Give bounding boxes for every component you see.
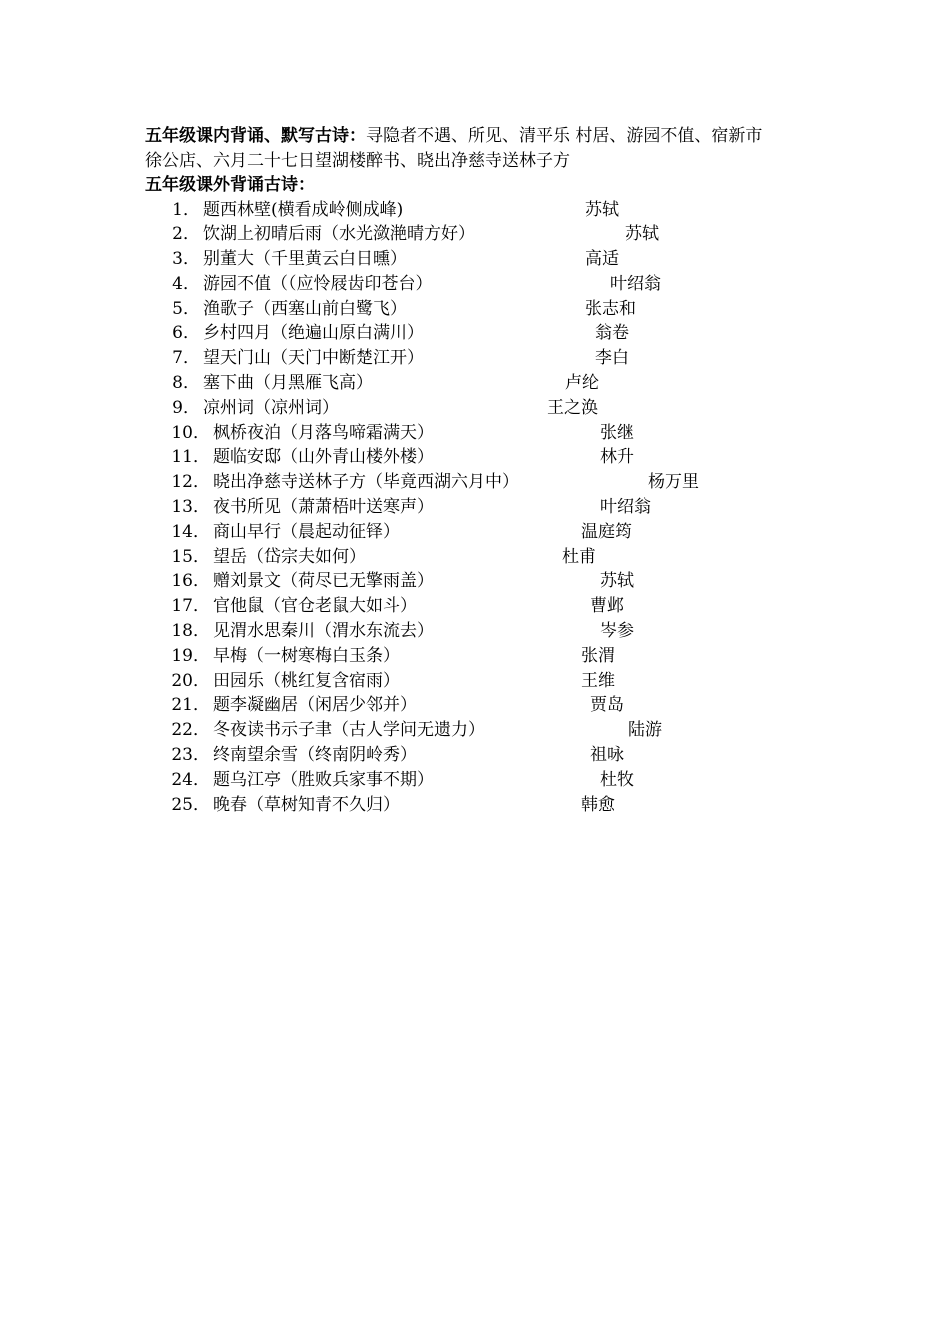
poem-row [145, 297, 825, 322]
poem-row [145, 743, 825, 768]
document-content [145, 124, 825, 817]
intro-heading: 五年级课内背诵、默写古诗 [145, 126, 349, 146]
poem-author: 王之涣 [547, 397, 598, 418]
poem-number: 25． [171, 794, 210, 815]
poem-row [145, 520, 825, 545]
poem-title: 夜书所见（萧萧梧叶送寒声） [213, 497, 434, 518]
poem-row [145, 272, 825, 297]
poem-author: 苏轼 [585, 199, 619, 220]
poem-row [145, 346, 825, 371]
poem-row [145, 396, 825, 421]
poem-number: 3． [172, 249, 200, 270]
poem-number: 19． [171, 645, 210, 666]
poem-number: 9． [172, 397, 200, 418]
poem-number: 23． [171, 745, 210, 766]
poem-author: 王维 [581, 670, 615, 691]
poem-number: 20． [171, 670, 210, 691]
poem-number: 24． [171, 769, 210, 790]
poem-author: 张志和 [585, 298, 636, 319]
poem-title: 赠刘景文（荷尽已无擎雨盖） [213, 571, 434, 592]
poem-title: 晚春（草树知青不久归） [213, 794, 400, 815]
intro-line-2 [145, 149, 825, 174]
poem-row [145, 495, 825, 520]
poem-number: 10． [171, 422, 210, 443]
poem-row [145, 644, 825, 669]
poem-row [145, 545, 825, 570]
poem-number: 13． [171, 497, 210, 518]
poem-number: 8． [172, 373, 200, 394]
poem-number: 5． [172, 298, 200, 319]
poem-row [145, 247, 825, 272]
poem-author: 贾岛 [590, 695, 624, 716]
poem-title: 题乌江亭（胜败兵家事不期） [213, 769, 434, 790]
poem-number: 17． [171, 596, 210, 617]
poem-row [145, 793, 825, 818]
poem-row [145, 321, 825, 346]
poem-row [145, 768, 825, 793]
intro-line-1 [145, 124, 825, 149]
poem-number: 12． [171, 472, 210, 493]
poem-title: 望岳（岱宗夫如何） [213, 546, 366, 567]
poem-title: 题李凝幽居（闲居少邻并） [213, 695, 417, 716]
poem-title: 见渭水思秦川（渭水东流去） [213, 621, 434, 642]
poem-row [145, 445, 825, 470]
poem-title: 田园乐（桃红复含宿雨） [213, 670, 400, 691]
poem-title: 冬夜读书示子聿（古人学问无遗力） [213, 720, 485, 741]
poem-title: 早梅（一树寒梅白玉条） [213, 645, 400, 666]
intro-text-1: 寻隐者不遇、所见、清平乐 村居、游园不值、宿新市 [366, 126, 763, 146]
poem-number: 2． [172, 224, 200, 245]
poem-list [145, 198, 825, 818]
poem-title: 渔歌子（西塞山前白鹭飞） [203, 298, 407, 319]
poem-author: 韩愈 [581, 794, 615, 815]
poem-author: 苏轼 [600, 571, 634, 592]
poem-author: 高适 [585, 249, 619, 270]
poem-number: 14． [171, 521, 210, 542]
poem-author: 张渭 [581, 645, 615, 666]
poem-row [145, 421, 825, 446]
poem-title: 商山早行（晨起动征铎） [213, 521, 400, 542]
poem-title: 晓出净慈寺送林子方（毕竟西湖六月中） [213, 472, 519, 493]
poem-row [145, 669, 825, 694]
poem-author: 杨万里 [648, 472, 699, 493]
poem-title: 乡村四月（绝遍山原白满川） [203, 323, 424, 344]
poem-row [145, 594, 825, 619]
poem-number: 21． [171, 695, 210, 716]
poem-author: 林升 [600, 447, 634, 468]
poem-author: 祖咏 [590, 745, 624, 766]
poem-number: 15． [171, 546, 210, 567]
poem-row [145, 198, 825, 223]
poem-title: 枫桥夜泊（月落鸟啼霜满天） [213, 422, 434, 443]
poem-title: 塞下曲（月黑雁飞高） [203, 373, 373, 394]
poem-number: 7． [172, 348, 200, 369]
poem-row [145, 470, 825, 495]
poem-author: 翁卷 [595, 323, 629, 344]
poem-title: 饮湖上初晴后雨（水光潋滟晴方好） [203, 224, 475, 245]
poem-row [145, 718, 825, 743]
poem-author: 杜甫 [562, 546, 596, 567]
poem-number: 11． [171, 447, 210, 468]
poem-author: 岑参 [600, 621, 634, 642]
poem-title: 游园不值（（应怜屐齿印苍台） [203, 273, 433, 294]
poem-number: 6． [172, 323, 200, 344]
extra-heading: 五年级课外背诵古诗： [145, 175, 315, 195]
poem-row [145, 569, 825, 594]
poem-author: 杜牧 [600, 769, 634, 790]
poem-title: 题临安邸（山外青山楼外楼） [213, 447, 434, 468]
poem-author: 温庭筠 [581, 521, 632, 542]
poem-title: 终南望余雪（终南阴岭秀） [213, 745, 417, 766]
poem-number: 16． [171, 571, 210, 592]
poem-title: 官他鼠（官仓老鼠大如斗） [213, 596, 417, 617]
poem-number: 1． [172, 199, 200, 220]
poem-title: 望天门山（天门中断楚江开） [203, 348, 424, 369]
poem-row [145, 222, 825, 247]
poem-author: 苏轼 [625, 224, 659, 245]
poem-author: 张继 [600, 422, 634, 443]
poem-row [145, 693, 825, 718]
intro-text-2: 徐公店、六月二十七日望湖楼醉书、晓出净慈寺送林子方 [145, 150, 570, 171]
poem-author: 李白 [595, 348, 629, 369]
poem-author: 曹邺 [590, 596, 624, 617]
poem-number: 18． [171, 621, 210, 642]
poem-title: 凉州词（凉州词） [203, 397, 339, 418]
poem-author: 陆游 [628, 720, 662, 741]
poem-author: 叶绍翁 [600, 497, 651, 518]
poem-title: 题西林壁(横看成岭侧成峰) [203, 199, 404, 220]
poem-number: 22． [171, 720, 210, 741]
poem-row [145, 371, 825, 396]
poem-number: 4． [172, 273, 200, 294]
intro-heading-colon: ： [349, 126, 366, 146]
poem-author: 叶绍翁 [610, 273, 661, 294]
poem-title: 别董大（千里黄云白日曛） [203, 249, 407, 270]
poem-row [145, 619, 825, 644]
poem-author: 卢纶 [565, 373, 599, 394]
